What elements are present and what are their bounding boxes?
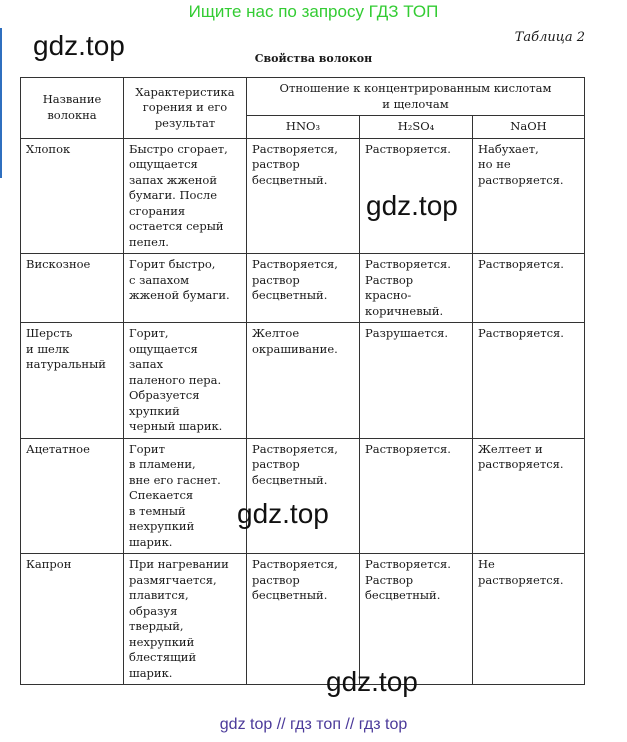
hno3-cell: Желтое окрашивание. (247, 323, 360, 439)
naoh-cell: Растворяется. (473, 254, 585, 323)
header-burning: Характеристика горения и его результат (124, 78, 247, 139)
search-banner[interactable]: Ищите нас по запросу ГДЗ ТОП (188, 2, 439, 21)
table-row (21, 138, 585, 254)
watermark-top-left: gdz.top (33, 30, 125, 61)
header-naoh: NaOH (473, 116, 585, 139)
h2so4-cell: Растворяется. Раствор красно- коричневый. (360, 254, 473, 323)
h2so4-cell: Разрушается. (360, 323, 473, 439)
table-number-label: Таблица 2 (514, 30, 585, 45)
watermark-middle-right: gdz.top (366, 190, 458, 221)
hno3-cell: Растворяется, раствор бесцветный. (247, 438, 360, 554)
naoh-cell: Растворяется. (473, 323, 585, 439)
naoh-cell: Набухает, но не растворяется. (473, 138, 585, 254)
h2so4-cell: Растворяется. (360, 438, 473, 554)
fiber-name-cell: Шерсть и шелк натуральный (21, 323, 124, 439)
table-row (21, 554, 585, 685)
hno3-cell: Растворяется, раствор бесцветный. (247, 254, 360, 323)
fiber-name-cell: Хлопок (21, 138, 124, 254)
left-edge-strip (0, 28, 2, 178)
burning-cell: Горит в пламени, вне его гаснет. Спекается в темный нехрупкий шарик. (124, 438, 247, 554)
burning-cell: При нагревании размягчается, плавится, образуя твердый, нехрупкий блестящий шарик. (124, 554, 247, 685)
watermark-middle-left: gdz.top (237, 498, 329, 529)
h2so4-cell: Растворяется. (360, 138, 473, 254)
fiber-name-cell: Ацетатное (21, 438, 124, 554)
hno3-cell: Растворяется, раствор бесцветный. (247, 138, 360, 254)
footer-links[interactable]: gdz top // гдз топ // гдз top (219, 716, 408, 733)
burning-cell: Горит, ощущается запах паленого пера. Образуется хрупкий черный шарик. (124, 323, 247, 439)
header-hno3: HNO₃ (247, 116, 360, 139)
table-row (21, 438, 585, 554)
fiber-properties-table (20, 77, 585, 685)
header-acids-alkalis: Отношение к концентрированным кислотам и щелочам (247, 78, 585, 116)
header-h2so4: H₂SO₄ (360, 116, 473, 139)
burning-cell: Быстро сгорает, ощущается запах жженой бумаги. После сгорания остается серый пепел. (124, 138, 247, 254)
burning-cell: Горит быстро, с запахом жженой бумаги. (124, 254, 247, 323)
h2so4-cell: Растворяется. Раствор бесцветный. (360, 554, 473, 685)
fiber-name-cell: Капрон (21, 554, 124, 685)
fiber-name-cell: Вискозное (21, 254, 124, 323)
watermark-bottom: gdz.top (326, 666, 418, 697)
header-fiber-name: Название волокна (21, 78, 124, 139)
naoh-cell: Желтеет и растворяется. (473, 438, 585, 554)
table-row (21, 254, 585, 323)
table-row (21, 323, 585, 439)
table-caption: Свойства волокон (254, 52, 373, 65)
hno3-cell: Растворяется, раствор бесцветный. (247, 554, 360, 685)
naoh-cell: Не растворяется. (473, 554, 585, 685)
